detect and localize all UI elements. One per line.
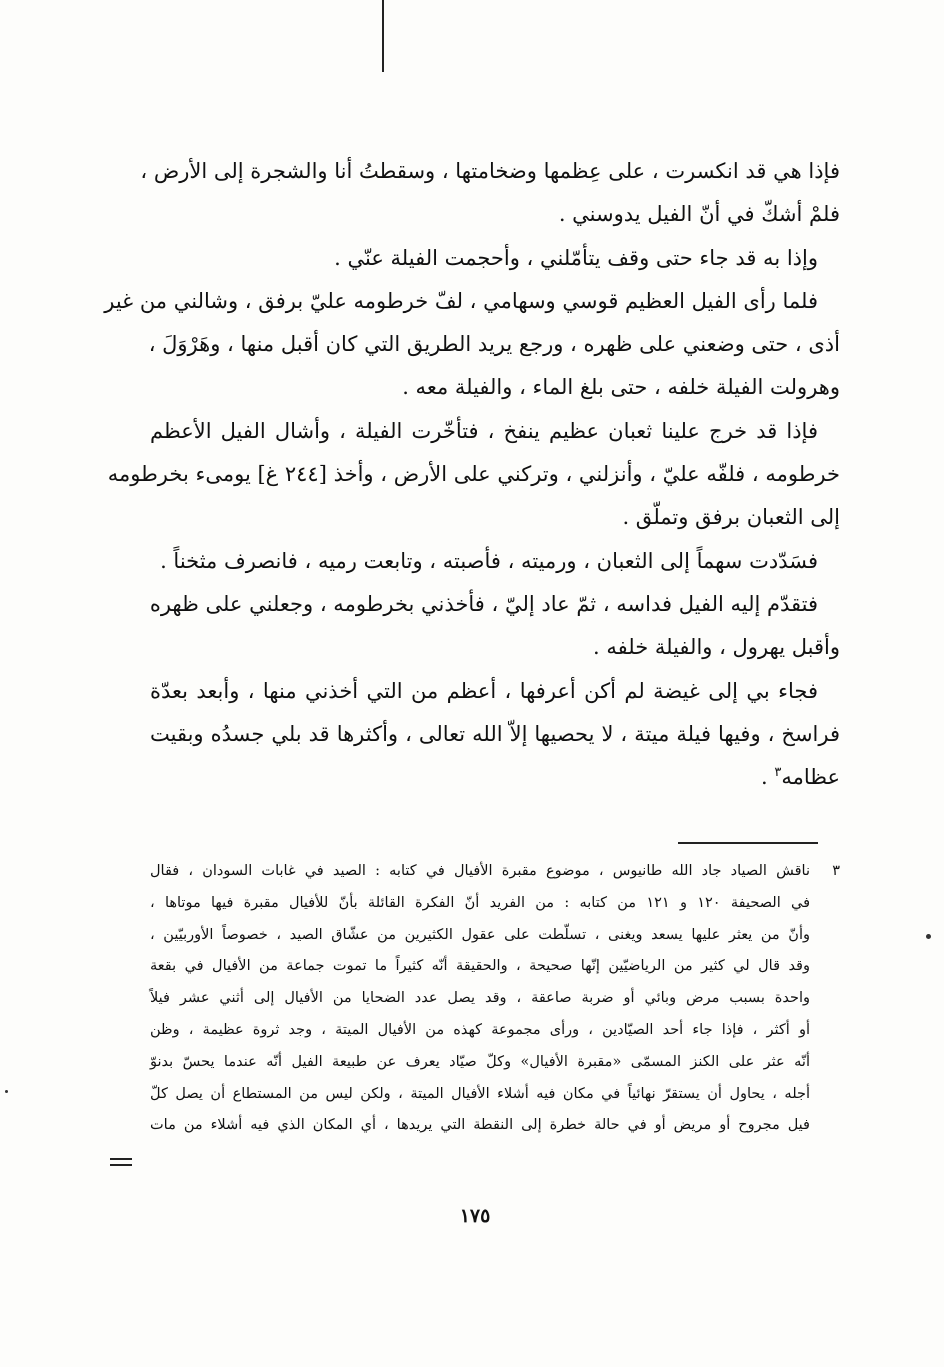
footnote-line-text: ناقش الصياد جاد الله طانيوس ، موضوع مقبرة الأفيال في كتابه : الصيد في غابات السودان ، فقال (150, 863, 810, 879)
footnote-line: أو أكثر ، فإذا جاء أحد الصيّادين ، ورأى مجموعة كهذه من الأفيال الميتة ، وجد ثروة عظيمة ، وظن (150, 1021, 810, 1038)
text-line: فإذا قد خرج علينا ثعبان عظيم ينفخ ، فتأخّرت الفيلة ، وأشال الفيل الأعظم (150, 418, 818, 443)
text-line: فجاء بي إلى غيضة لم أكن أعرفها ، أعظم من التي أخذني منها ، وأبعد بعدّة (150, 678, 818, 703)
text-line: إلى الثعبان برفق وتملّق . (622, 505, 840, 530)
footnote-line: وقد قال لي كثير من الرياضيّين إنّها صحيحة ، والحقيقة أنّه كثيراً ما تموت جماعة من الأفيال في بقعة (150, 958, 810, 975)
footnote-rule (678, 842, 818, 844)
footnote-reference: ٣ (774, 765, 782, 781)
text-line: فإذا هي قد انكسرت ، على عِظمها وضخامتها ، وسقطتُ أنا والشجرة إلى الأرض ، (140, 159, 840, 183)
sentence-end: . (760, 765, 768, 790)
footnote-line: أجله ، يحاول أن يستقرّ نهائياً في مكان فيه أشلاء الأفيال الميتة ، ولكن ليس من المستطاع أن يصل كلّ (150, 1085, 810, 1102)
footnote-line: واحدة بسبب مرض وبائي أو ضربة صاعقة ، وقد يصل عدد الضحايا من الأفيال إلى أثني عشر فيلاً (150, 990, 810, 1007)
last-line-text: عظامه (781, 765, 840, 790)
text-line: فلمْ أشكّ في أنّ الفيل يدوسني . (558, 202, 840, 227)
footnote-line: أنّه عثر على الكنز المسمّى «مقبرة الأفيال» وكلّ صيّاد يعرف عن طبيعة الفيل أنّه عندما يحسّ بدنوّ (150, 1053, 810, 1070)
footnote-number: ٣ (832, 863, 840, 879)
text-line: فتقدّم إليه الفيل فداسه ، ثمّ عاد إليّ ، فأخذني بخرطومه ، وجعلني على ظهره (149, 591, 818, 616)
text-line: فسَدّدت سهماً إلى الثعبان ، ورميته ، فأصبته ، وتابعت رميه ، فانصرف مثخناً . (160, 548, 818, 573)
text-line: وأقبل يهرول ، والفيلة خلفه . (593, 635, 840, 660)
footnote-continued-mark (110, 1158, 132, 1168)
text-line: خرطومه ، فلفّه عليّ ، وأنزلني ، وتركني على الأرض ، وأخذ [٢٤٤ غ] يومىء بخرطومه (107, 462, 840, 487)
text-line: أذى ، حتى وضعني على ظهره ، ورجع يريد الطريق التي كان أقبل منها ، وهَرْوَلَ ، (148, 332, 840, 357)
footnote-line: فيل مجروح أو مريض أو في حالة خطرة إلى النقطة التي يريدها ، أي المكان الذي فيه أشلاء من مات (150, 1117, 810, 1134)
text-line: فراسخ ، وفيها فيلة ميتة ، لا يحصيها إلاّ الله تعالى ، وأكثرها قد بلي جسدُه وبقيت (150, 721, 840, 746)
footnote (150, 856, 840, 1142)
footnote-line: وأنّ من يعثر عليها يسعد ويغنى ، تسلّطت على عقول الكثيرين من عشّاق الصيد ، خصوصاً الأوربيّين ، (150, 926, 810, 943)
scan-speck (926, 934, 931, 939)
text-line: وهرولت الفيلة خلفه ، حتى بلغ الماء ، والفيلة معه . (402, 375, 840, 400)
page-number: ١٧٥ (459, 1205, 491, 1227)
gutter-line (382, 0, 384, 72)
footnote-line (150, 856, 840, 888)
main-text (104, 150, 840, 799)
text-line: فلما رأى الفيل العظيم قوسي وسهامي ، لفّ خرطومه عليّ برفق ، وشالني من غير (104, 288, 818, 313)
text-line-last (150, 756, 840, 799)
text-line: وإذا به قد جاء حتى وقف يتأمّلني ، وأحجمت الفيلة عنّي . (334, 245, 818, 270)
scan-speck (5, 1090, 8, 1093)
footnote-line: في الصحيفة ١٢٠ و ١٢١ من كتابه : من الفريد أنّ الفكرة القائلة بأنّ للأفيال مقبرة فيها موتاها ، (150, 894, 810, 911)
